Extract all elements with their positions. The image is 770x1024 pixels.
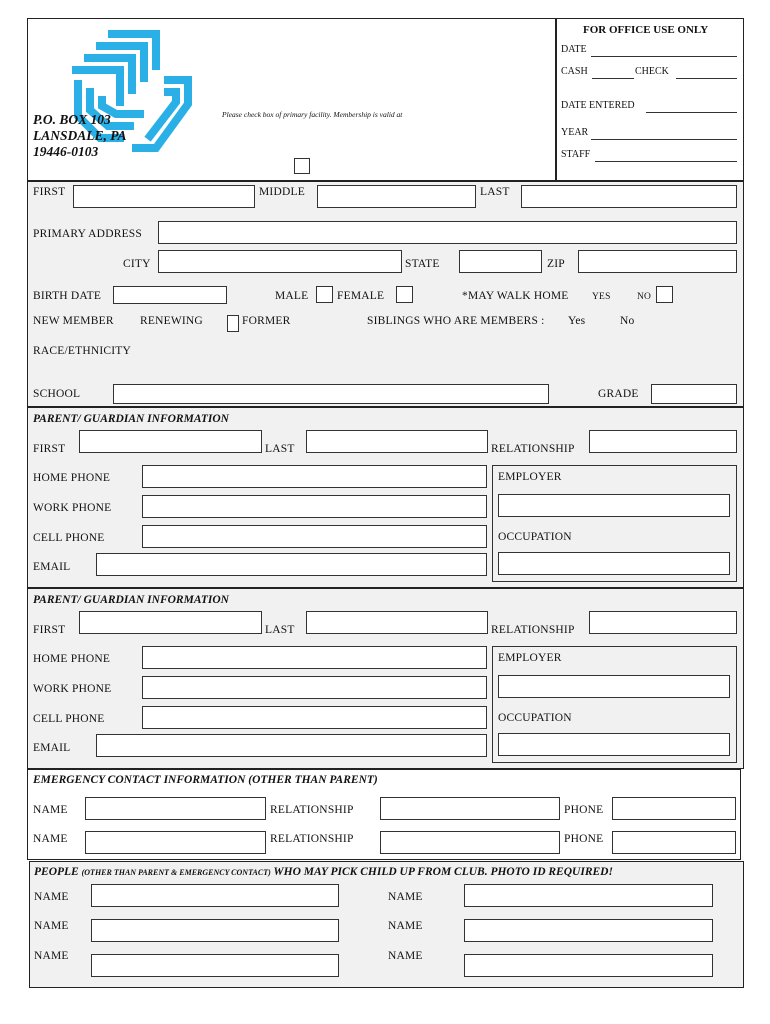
guardian-1-email-input[interactable] <box>96 553 487 576</box>
pickup-6-name-label: NAME <box>388 950 423 962</box>
guardian-2-home-phone-label: HOME PHONE <box>33 653 111 665</box>
primary-address-input[interactable] <box>158 221 737 244</box>
emergency-contact-title: EMERGENCY CONTACT INFORMATION (OTHER THAN PARENT) <box>33 774 378 786</box>
emergency-2-relationship-label: RELATIONSHIP <box>270 833 354 845</box>
renewing-label: RENEWING <box>140 315 203 327</box>
emergency-2-phone-label: PHONE <box>564 833 604 845</box>
office-check-label: CHECK <box>635 66 669 77</box>
siblings-label: SIBLINGS WHO ARE MEMBERS : <box>367 315 545 327</box>
office-cash-line[interactable] <box>592 78 634 79</box>
guardian-1-last-input[interactable] <box>306 430 488 453</box>
office-date-label: DATE <box>561 44 587 55</box>
office-use-title: FOR OFFICE USE ONLY <box>583 24 709 36</box>
guardian-2-work-phone-input[interactable] <box>142 676 487 699</box>
female-checkbox[interactable] <box>396 286 413 303</box>
office-year-line[interactable] <box>591 139 737 140</box>
emergency-2-name-input[interactable] <box>85 831 266 854</box>
zip-label: ZIP <box>547 258 565 270</box>
guardian-1-home-phone-input[interactable] <box>142 465 487 488</box>
school-label: SCHOOL <box>33 388 81 400</box>
guardian-1-employer-input[interactable] <box>498 494 730 517</box>
guardian-1-relationship-label: RELATIONSHIP <box>491 443 575 455</box>
guardian-2-cell-phone-input[interactable] <box>142 706 487 729</box>
guardian-1-work-phone-input[interactable] <box>142 495 487 518</box>
guardian-1-occupation-input[interactable] <box>498 552 730 575</box>
guardian-2-last-label: LAST <box>265 624 295 636</box>
pickup-2-name-input[interactable] <box>464 884 713 907</box>
guardian-1-email-label: EMAIL <box>33 561 71 573</box>
primary-address-label: PRIMARY ADDRESS <box>33 228 142 240</box>
address-line-1: P.O. BOX 103 <box>33 112 111 127</box>
child-last-input[interactable] <box>521 185 737 208</box>
emergency-1-name-label: NAME <box>33 804 68 816</box>
pickup-4-name-label: NAME <box>388 920 423 932</box>
pickup-1-name-label: NAME <box>34 891 69 903</box>
walk-home-yes-label: YES <box>592 292 611 302</box>
walk-home-no-label: NO <box>637 292 652 302</box>
guardian-2-employer-label: EMPLOYER <box>498 652 562 664</box>
guardian-2-home-phone-input[interactable] <box>142 646 487 669</box>
emergency-2-phone-input[interactable] <box>612 831 736 854</box>
emergency-1-relationship-label: RELATIONSHIP <box>270 804 354 816</box>
state-input[interactable] <box>459 250 542 273</box>
grade-input[interactable] <box>651 384 737 404</box>
guardian-2-cell-phone-label: CELL PHONE <box>33 713 105 725</box>
school-input[interactable] <box>113 384 549 404</box>
guardian-2-first-input[interactable] <box>79 611 262 634</box>
office-cash-label: CASH <box>561 66 588 77</box>
pickup-title <box>34 866 613 878</box>
office-date-line[interactable] <box>591 56 737 57</box>
emergency-1-phone-label: PHONE <box>564 804 604 816</box>
pickup-title-a: PEOPLE <box>34 866 79 878</box>
office-date-entered-line[interactable] <box>646 112 737 113</box>
guardian-1-employer-label: EMPLOYER <box>498 471 562 483</box>
guardian-1-first-input[interactable] <box>79 430 262 453</box>
pickup-2-name-label: NAME <box>388 891 423 903</box>
office-staff-line[interactable] <box>595 161 737 162</box>
male-label: MALE <box>275 290 309 302</box>
city-label: CITY <box>123 258 151 270</box>
office-staff-label: STAFF <box>561 149 591 160</box>
state-label: STATE <box>405 258 440 270</box>
guardian-2-relationship-input[interactable] <box>589 611 737 634</box>
emergency-1-phone-input[interactable] <box>612 797 736 820</box>
guardian-2-occupation-label: OCCUPATION <box>498 712 572 724</box>
guardian-2-work-phone-label: WORK PHONE <box>33 683 112 695</box>
guardian-1-home-phone-label: HOME PHONE <box>33 472 111 484</box>
pickup-3-name-label: NAME <box>34 920 69 932</box>
emergency-2-name-label: NAME <box>33 833 68 845</box>
guardian-1-work-phone-label: WORK PHONE <box>33 502 112 514</box>
walk-home-checkbox[interactable] <box>656 286 673 303</box>
emergency-1-relationship-input[interactable] <box>380 797 560 820</box>
zip-input[interactable] <box>578 250 737 273</box>
guardian-2-email-input[interactable] <box>96 734 487 757</box>
child-first-input[interactable] <box>73 185 255 208</box>
male-checkbox[interactable] <box>316 286 333 303</box>
guardian-1-relationship-input[interactable] <box>589 430 737 453</box>
guardian-2-title: PARENT/ GUARDIAN INFORMATION <box>33 594 229 606</box>
former-checkbox[interactable] <box>227 315 239 332</box>
may-walk-home-label: *MAY WALK HOME <box>462 290 569 302</box>
former-label: FORMER <box>242 315 291 327</box>
guardian-2-occupation-input[interactable] <box>498 733 730 756</box>
office-check-line[interactable] <box>676 78 737 79</box>
office-year-label: YEAR <box>561 127 589 138</box>
address-line-2: LANSDALE, PA <box>33 128 127 143</box>
birth-date-input[interactable] <box>113 286 227 304</box>
guardian-1-title: PARENT/ GUARDIAN INFORMATION <box>33 413 229 425</box>
pickup-title-c: WHO MAY PICK CHILD UP FROM CLUB. PHOTO ID REQUIRED! <box>273 866 613 878</box>
guardian-2-relationship-label: RELATIONSHIP <box>491 624 575 636</box>
child-last-label: LAST <box>480 186 510 198</box>
city-input[interactable] <box>158 250 402 273</box>
guardian-1-cell-phone-input[interactable] <box>142 525 487 548</box>
pickup-1-name-input[interactable] <box>91 884 339 907</box>
pickup-6-name-input[interactable] <box>464 954 713 977</box>
address-line-3: 19446-0103 <box>33 144 99 159</box>
pickup-5-name-label: NAME <box>34 950 69 962</box>
pickup-5-name-input[interactable] <box>91 954 339 977</box>
new-member-label: NEW MEMBER <box>33 315 114 327</box>
guardian-2-first-label: FIRST <box>33 624 66 636</box>
siblings-no-label: No <box>620 315 635 327</box>
siblings-yes-label: Yes <box>568 315 586 327</box>
emergency-2-relationship-input[interactable] <box>380 831 560 854</box>
female-label: FEMALE <box>337 290 385 302</box>
pickup-3-name-input[interactable] <box>91 919 339 942</box>
birth-date-label: BIRTH DATE <box>33 290 102 302</box>
guardian-1-cell-phone-label: CELL PHONE <box>33 532 105 544</box>
emergency-1-name-input[interactable] <box>85 797 266 820</box>
pickup-4-name-input[interactable] <box>464 919 713 942</box>
guardian-1-occupation-label: OCCUPATION <box>498 531 572 543</box>
guardian-1-first-label: FIRST <box>33 443 66 455</box>
guardian-2-email-label: EMAIL <box>33 742 71 754</box>
race-ethnicity-label: RACE/ETHNICITY <box>33 345 131 357</box>
pickup-title-b: (OTHER THAN PARENT & EMERGENCY CONTACT) <box>81 868 271 877</box>
child-middle-input[interactable] <box>317 185 476 208</box>
office-date-entered-label: DATE ENTERED <box>561 100 635 111</box>
grade-label: GRADE <box>598 388 639 400</box>
guardian-2-employer-input[interactable] <box>498 675 730 698</box>
facility-note: Please check box of primary facility. Membership is valid at <box>222 110 403 119</box>
guardian-2-last-input[interactable] <box>306 611 488 634</box>
child-first-label: FIRST <box>33 186 66 198</box>
guardian-1-last-label: LAST <box>265 443 295 455</box>
child-middle-label: MIDDLE <box>259 186 305 198</box>
primary-facility-checkbox[interactable] <box>294 158 310 174</box>
